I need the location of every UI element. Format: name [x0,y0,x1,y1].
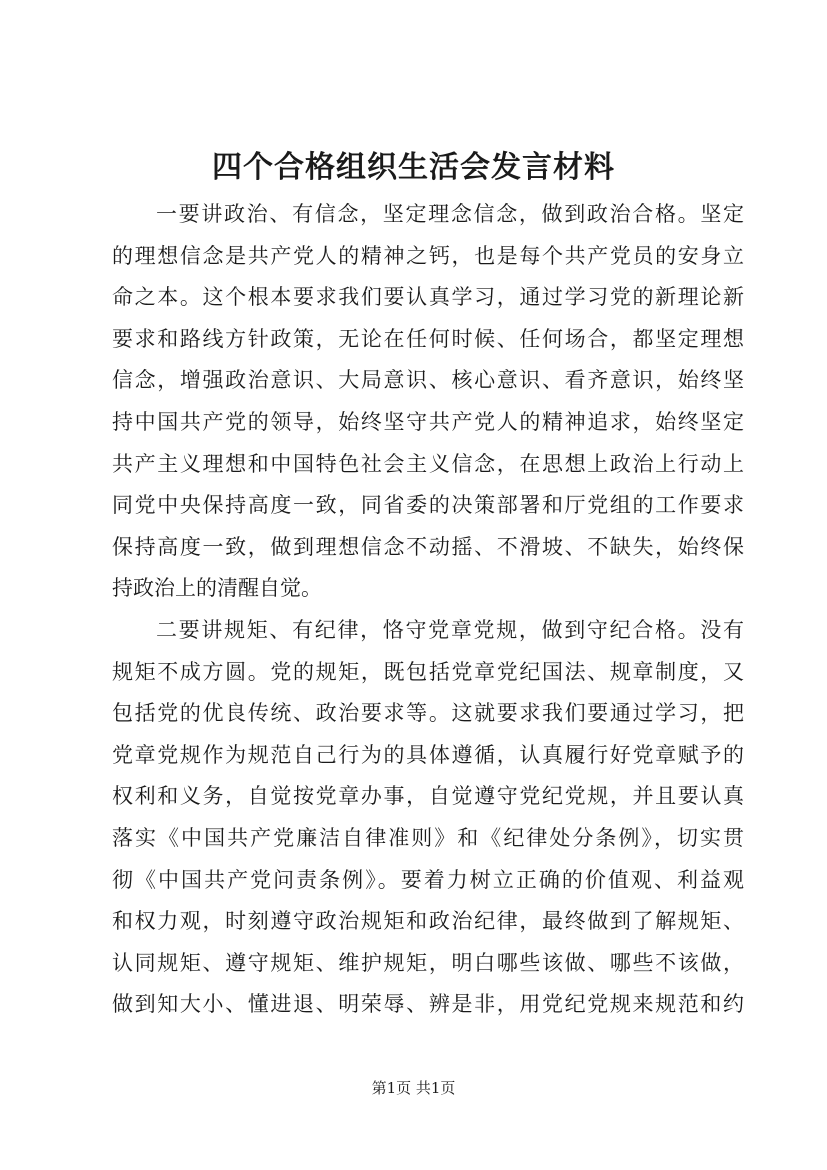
paragraph-2-line-8: 和权力观，时刻遵守政治规矩和政治纪律，最终做到了解规矩、 [112,909,744,934]
paragraph-1-line-9: 保持高度一致，做到理想信念不动摇、不滑坡、不缺失，始终保 [112,534,744,559]
paragraph-2-line-4: 党章党规作为规范自己行为的具体遵循，认真履行好党章赋予的 [112,742,744,767]
paragraph-1-line-4: 要求和路线方针政策，无论在任何时候、任何场合，都坚定理想 [112,326,744,351]
paragraph-1-line-1: 一要讲政治、有信念，坚定理念信念，做到政治合格。坚定 [156,202,744,226]
paragraph-1-line-6: 持中国共产党的领导，始终坚守共产党人的精神追求，始终坚定 [112,409,744,434]
paragraph-1-line-10: 持政治上的清醒自觉。 [112,576,322,601]
paragraph-1-line-5: 信念，增强政治意识、大局意识、核心意识、看齐意识，始终坚 [112,368,744,393]
paragraph-2-line-5: 权利和义务，自觉按党章办事，自觉遵守党纪党规，并且要认真 [112,784,744,809]
page-footer: 第1页 共1页 [371,1079,456,1097]
document-title: 四个合格组织生活会发言材料 [212,150,615,185]
paragraph-1-line-3: 命之本。这个根本要求我们要认真学习，通过学习党的新理论新 [112,285,744,310]
paragraph-2-line-6: 落实《中国共产党廉洁自律准则》和《纪律处分条例》，切实贯 [112,825,744,850]
paragraph-2-line-7: 彻《中国共产党问责条例》。要着力树立正确的价值观、利益观 [112,867,744,892]
paragraph-2-line-9: 认同规矩、遵守规矩、维护规矩，明白哪些该做、哪些不该做， [112,950,744,975]
paragraph-1-line-2: 的理想信念是共产党人的精神之钙，也是每个共产党员的安身立 [112,243,744,268]
paragraph-1-line-8: 同党中央保持高度一致，同省委的决策部署和厅党组的工作要求 [112,493,744,518]
paragraph-2-line-2: 规矩不成方圆。党的规矩，既包括党章党纪国法、规章制度，又 [112,659,744,684]
paragraph-1-line-7: 共产主义理想和中国特色社会主义信念，在思想上政治上行动上 [112,451,744,476]
paragraph-2-line-3: 包括党的优良传统、政治要求等。这就要求我们要通过学习，把 [112,701,744,726]
paragraph-2-line-1: 二要讲规矩、有纪律，恪守党章党规，做到守纪合格。没有 [156,617,744,642]
paragraph-2-line-10: 做到知大小、懂进退、明荣辱、辨是非，用党纪党规来规范和约 [112,992,744,1017]
document-body [112,194,744,1026]
